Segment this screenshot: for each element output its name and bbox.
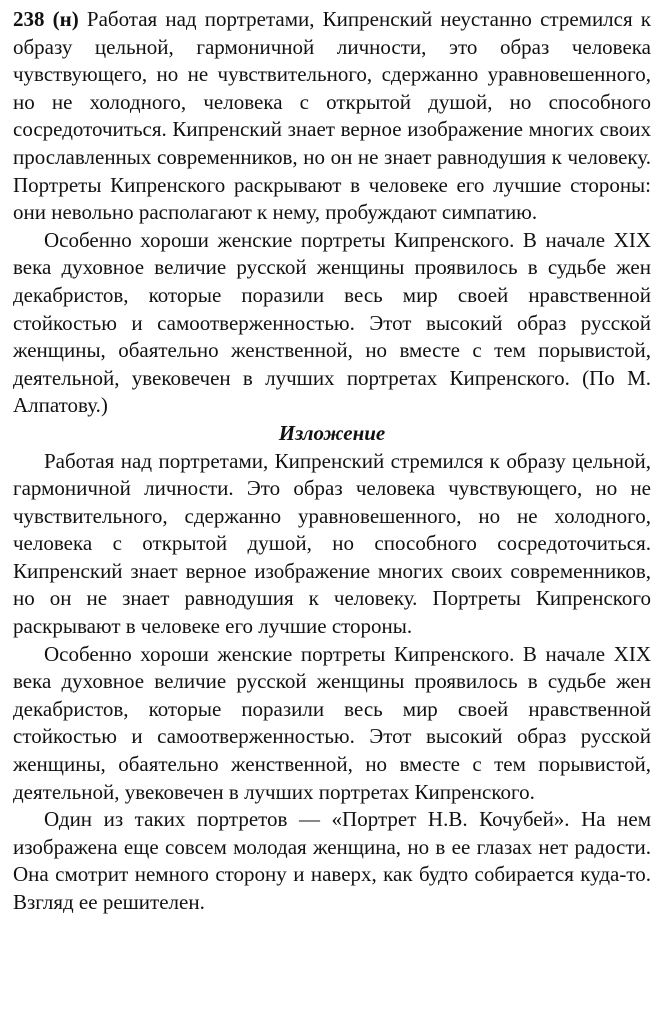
summary-paragraph-2: Особенно хороши женские портреты Кипренского. В начале XIX века духовное величие русской женщины проявилось в судьбе жен декабристов, которые поразили весь мир своей нравственной стойкостью и самоотверженностью. Этот высокий образ русской женщины, обаятельно женственной, но вместе с тем порывистой, деятельной, увековечен в лучших портретах Кипренского.	[13, 641, 651, 804]
summary-paragraph-3: Один из таких портретов — «Портрет Н.В. Кочубей». На нем изображена еще совсем молодая женщина, но в ее глазах нет радости. Она смотрит немного сторону и наверх, как будто собирается куда-то. Взгляд ее решителен.	[13, 807, 651, 914]
summary-paragraph-1: Работая над портретами, Кипренский стремился к образу цельной, гармоничной личности. Это образ человека чувствующего, но не чувствительного, сдержанно уравновешенного, но не холодного, человека с открытой душой, но способного сосредоточиться. Кипренский знает верное изображение многих своих современников, но он не знает равнодушия к человеку. Портреты Кипренского раскрывают в человеке его лучшие стороны.	[13, 448, 651, 639]
exercise-number: 238 (н)	[13, 7, 79, 31]
exercise-paragraph-2: Особенно хороши женские портреты Кипренского. В начале XIX века духовное величие русской женщины проявилось в судьбе жен декабристов, которые поразили весь мир своей нравственной стойкостью и самоотверженностью. Этот высокий образ русской женщины, обаятельно женственной, но вместе с тем порывистой, деятельной, увековечен в лучших портретах Кипренского. (По М. Алпатову.)	[13, 227, 651, 418]
exercise-paragraph-1	[13, 6, 651, 227]
document-page	[13, 6, 651, 917]
exercise-paragraph-1-text: Работая над портретами, Кипренский неустанно стремился к образу цельной, гармоничной личности, это образ человека чувствующего, но не чувствительного, сдержанно уравновешенного, но не холодного, человека с открытой душой, но способного сосредоточиться. Кипренский знает верное изображение многих своих прославленных современников, но он не знает равнодушия к человеку. Портреты Кипренского раскрывают в человеке его лучшие стороны: они невольно располагают к нему, пробуждают симпатию.	[13, 7, 651, 225]
summary-heading: Изложение	[278, 420, 386, 445]
